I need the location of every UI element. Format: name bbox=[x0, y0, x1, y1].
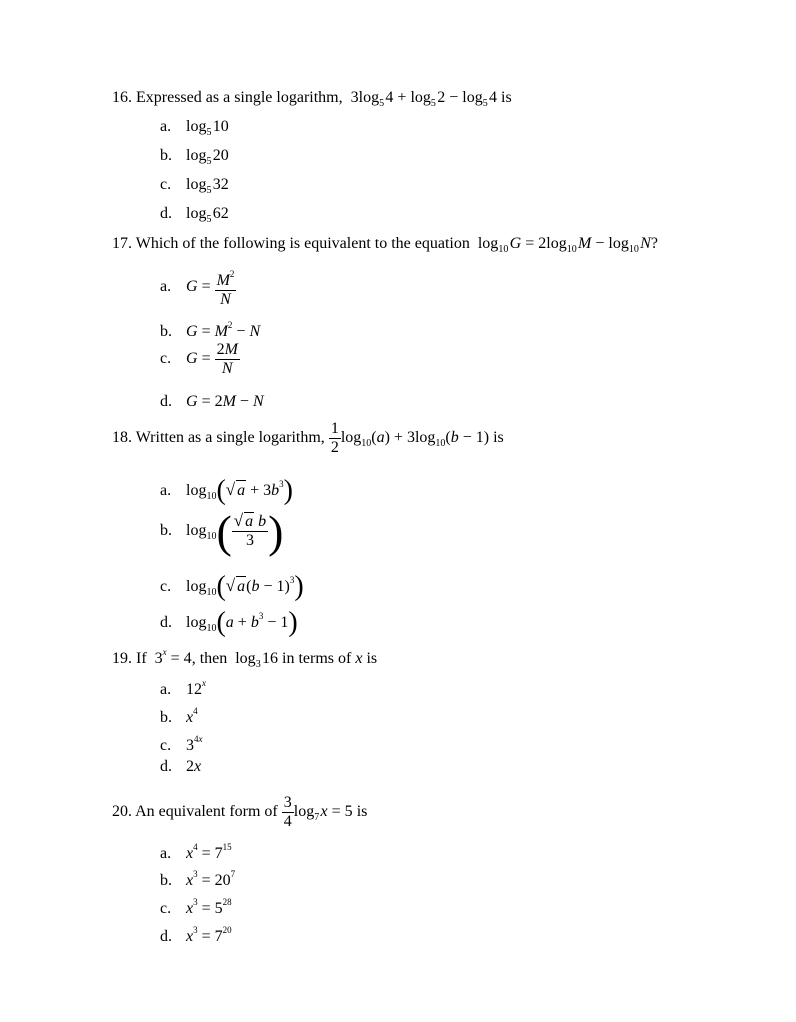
option-math: $3^{4x}$ bbox=[186, 734, 203, 754]
option-math: $\log_{10}(√$ $a(b - 1)^3$) bbox=[186, 571, 304, 602]
question-number: 16. bbox=[112, 89, 132, 106]
option-label: b. bbox=[160, 521, 172, 539]
question-16 bbox=[112, 88, 512, 114]
option-label: a. bbox=[160, 118, 172, 135]
math-expression: $\log_{10}$ $G = 2\log_{10}$ $M - \log_{10}$ N? bbox=[473, 235, 658, 255]
option-label: c. bbox=[160, 176, 172, 193]
option-label: c. bbox=[160, 900, 172, 917]
option-math: $\log_{10}(a + b^3 - 1)$ bbox=[186, 607, 298, 638]
option-18c[interactable] bbox=[160, 570, 304, 603]
option-label: b. bbox=[160, 323, 172, 340]
option-label: a. bbox=[160, 482, 172, 499]
option-label: a. bbox=[160, 845, 172, 862]
question-number: 17. bbox=[112, 235, 132, 252]
option-18d[interactable] bbox=[160, 606, 298, 639]
option-label: b. bbox=[160, 709, 172, 726]
option-label: d. bbox=[160, 614, 172, 631]
option-17d[interactable] bbox=[160, 392, 264, 412]
question-17 bbox=[112, 234, 658, 260]
option-math: $x^4 = 7^{15}$ bbox=[186, 842, 232, 862]
question-20 bbox=[112, 794, 367, 831]
question-tail: is bbox=[501, 89, 512, 106]
option-value: 10 bbox=[212, 118, 229, 135]
question-if: If bbox=[136, 650, 147, 667]
math-expression: $\frac{1}{2}$ $\log_{10}(a) + 3\log_{10}(b - 1)$ bbox=[330, 420, 490, 456]
option-math: G = $\frac{2M}{N}$ bbox=[186, 341, 238, 377]
option-label: b. bbox=[160, 147, 172, 164]
math-expression: $3\log_5$ $4 + \log_5$ $2 - \log_5$ 4 bbox=[346, 89, 498, 109]
option-label: c. bbox=[160, 737, 172, 754]
question-number: 18. bbox=[112, 429, 132, 447]
option-math: 2x bbox=[186, 758, 202, 775]
question-stem: Expressed as a single logarithm, bbox=[136, 89, 343, 106]
option-math: 12$^x$ bbox=[186, 678, 206, 698]
option-label: c. bbox=[160, 578, 172, 595]
option-math: $x^3 = 20^7$ bbox=[186, 869, 236, 889]
question-number: 20. bbox=[112, 803, 132, 821]
option-value: 32 bbox=[212, 176, 229, 193]
math-expression: $\log_3$ 16 bbox=[231, 650, 279, 670]
option-label: d. bbox=[160, 393, 172, 410]
option-math: $G = M^2 - N$ bbox=[186, 320, 261, 340]
option-16b[interactable]: b. $\log_5$ 20 bbox=[160, 147, 229, 167]
option-16d[interactable]: d. $\log_5$ 62 bbox=[160, 205, 229, 225]
option-17a[interactable] bbox=[160, 265, 236, 309]
option-math: $\log_{10}(√$ $a + 3b^3$) bbox=[186, 475, 293, 506]
option-18a[interactable] bbox=[160, 474, 293, 507]
option-17c[interactable] bbox=[160, 341, 240, 378]
option-value: 20 bbox=[212, 147, 229, 164]
option-16a[interactable]: a. $\log_5$ 10 bbox=[160, 118, 229, 138]
option-18b[interactable] bbox=[160, 505, 284, 557]
variable-x: x bbox=[355, 650, 363, 667]
question-is: is bbox=[366, 650, 378, 667]
option-label: a. bbox=[160, 277, 172, 295]
option-label: d. bbox=[160, 205, 172, 222]
option-19a[interactable] bbox=[160, 673, 206, 700]
question-then: , then bbox=[191, 650, 228, 667]
question-18 bbox=[112, 420, 504, 457]
option-label: d. bbox=[160, 758, 172, 775]
option-label: d. bbox=[160, 928, 172, 945]
option-19b[interactable] bbox=[160, 701, 198, 728]
option-19c[interactable] bbox=[160, 729, 203, 756]
option-value: 62 bbox=[212, 205, 229, 222]
question-19 bbox=[112, 642, 377, 675]
math-expression: $3^x = 4$ bbox=[150, 647, 192, 667]
option-math: $x^3 = 5^{28}$ bbox=[186, 897, 232, 917]
question-stem: An equivalent form of bbox=[135, 803, 278, 821]
option-label: c. bbox=[160, 350, 172, 368]
option-math: $x^4$ bbox=[186, 706, 198, 726]
option-16c[interactable]: c. $\log_5$ 32 bbox=[160, 176, 229, 196]
question-tail: is bbox=[493, 429, 504, 447]
option-math: G = $\frac{M^2}{N}$ bbox=[186, 278, 236, 295]
option-20a[interactable] bbox=[160, 837, 232, 864]
option-17b[interactable] bbox=[160, 315, 260, 342]
question-stem: Which of the following is equivalent to the equation bbox=[135, 235, 470, 252]
option-label: a. bbox=[160, 681, 172, 698]
option-math: $\log_{10}$( $\frac{\text{√ a b}}{3}$ ) bbox=[186, 505, 284, 557]
question-stem: Written as a single logarithm, bbox=[135, 429, 325, 447]
question-tail: in terms of bbox=[282, 650, 352, 667]
option-math: G = 2M − N bbox=[186, 393, 264, 410]
option-20d[interactable] bbox=[160, 920, 232, 947]
option-20b[interactable] bbox=[160, 864, 235, 891]
option-label: b. bbox=[160, 872, 172, 889]
math-expression: $\frac{3}{4}$ $\log_7$ x = 5 bbox=[283, 794, 353, 830]
option-19d[interactable] bbox=[160, 757, 201, 777]
option-math: $x^3 = 7^{20}$ bbox=[186, 925, 232, 945]
question-tail: is bbox=[356, 803, 368, 821]
option-20c[interactable] bbox=[160, 892, 232, 919]
question-number: 19. bbox=[112, 650, 132, 667]
